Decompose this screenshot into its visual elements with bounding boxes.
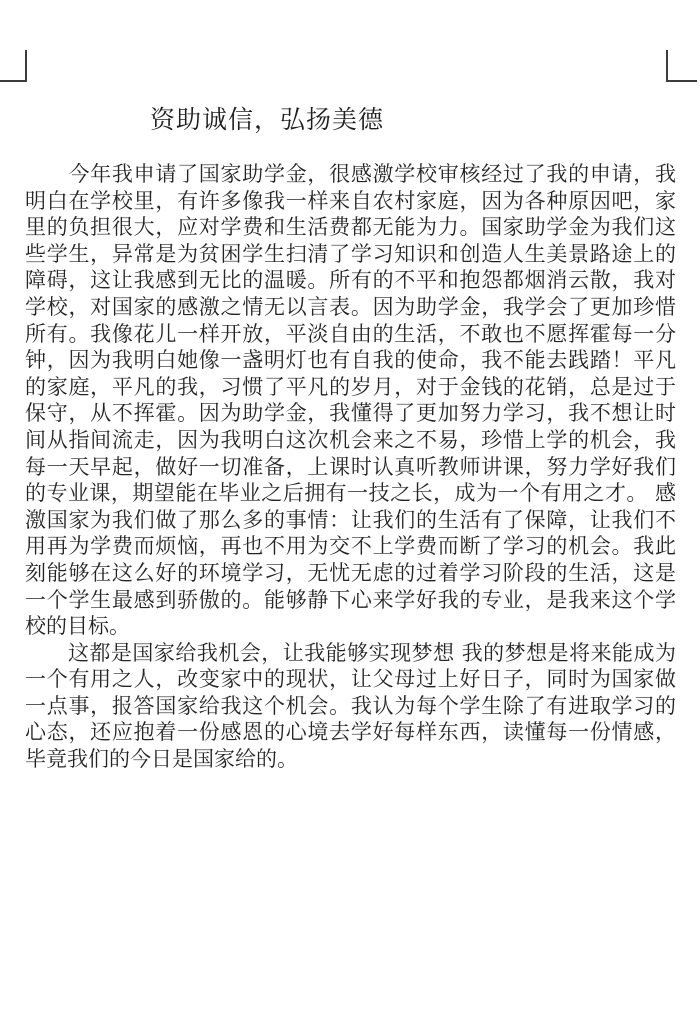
text-line: 学校，对国家的感激之情无以言表。因为助学金，我学会了更加珍惜 <box>25 294 676 319</box>
text-line: 钟，因为我明白她像一盏明灯也有自我的使命，我不能去践踏！平凡 <box>25 348 676 373</box>
text-line: 的专业课，期望能在毕业之后拥有一技之长，成为一个有用之才。 感 <box>25 481 676 506</box>
text-line: 明白在学校里，有许多像我一样来自农村家庭，因为各种原因吧，家 <box>25 188 676 213</box>
text-line: 间从指间流走，因为我明白这次机会来之不易，珍惜上学的机会，我 <box>25 427 676 452</box>
text-line: 里的负担很大，应对学费和生活费都无能为力。国家助学金为我们这 <box>25 215 676 240</box>
text-line: 所有。我像花儿一样开放，平淡自由的生活，不敢也不愿挥霍每一分 <box>25 321 676 346</box>
text-line: 毕竟我们的今日是国家给的。 <box>25 747 298 772</box>
text-line: 一点事，报答国家给我这个机会。我认为每个学生除了有进取学习的 <box>25 693 676 718</box>
crop-mark-top-right <box>666 50 697 82</box>
text-line: 刻能够在这么好的环境学习，无忧无虑的过着学习阶段的生活，这是 <box>25 560 676 585</box>
text-line: 些学生，异常是为贫困学生扫清了学习知识和创造人生美景路途上的 <box>25 241 676 266</box>
text-line: 用再为学费而烦恼，再也不用为交不上学费而断了学习的机会。我此 <box>25 534 676 559</box>
text-line: 这都是国家给我机会，让我能够实现梦想 我的梦想是将来能成为 <box>25 640 676 665</box>
paragraph-2 <box>25 640 676 773</box>
text-line: 一个学生最感到骄傲的。能够静下心来学好我的专业，是我来这个学 <box>25 587 676 612</box>
text-line: 每一天早起，做好一切准备，上课时认真听教师讲课，努力学好我们 <box>25 454 676 479</box>
essay-body <box>25 161 676 773</box>
text-line: 一个有用之人，改变家中的现状，让父母过上好日子，同时为国家做 <box>25 667 676 692</box>
text-line: 校的目标。 <box>25 614 130 639</box>
text-line: 心态，还应抱着一份感恩的心境去学好每样东西，读懂每一份情感， <box>25 720 676 745</box>
text-line: 保守，从不挥霍。因为助学金，我懂得了更加努力学习，我不想让时 <box>25 401 676 426</box>
document-title: 资助诚信，弘扬美德 <box>150 105 385 134</box>
text-line: 今年我申请了国家助学金，很感激学校审核经过了我的申请，我 <box>25 162 676 186</box>
text-line: 激国家为我们做了那么多的事情：让我们的生活有了保障，让我们不 <box>25 507 676 532</box>
paragraph-1 <box>25 161 676 640</box>
text-line: 障碍，这让我感到无比的温暖。所有的不平和抱怨都烟消云散，我对 <box>25 268 676 293</box>
crop-mark-top-left <box>0 50 27 82</box>
text-line: 的家庭，平凡的我，习惯了平凡的岁月，对于金钱的花销，总是过于 <box>25 374 676 399</box>
